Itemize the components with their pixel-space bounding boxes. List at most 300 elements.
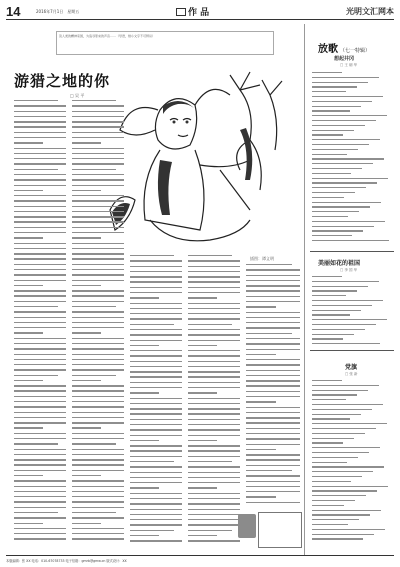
section-label: 作 品 xyxy=(188,8,210,18)
poem-line xyxy=(312,476,362,477)
text-line xyxy=(130,435,182,436)
text-line xyxy=(246,290,300,291)
article-headline: 游猎之地的你 xyxy=(14,72,111,90)
text-line xyxy=(246,454,300,455)
text-line xyxy=(130,535,159,536)
poem-line xyxy=(312,276,342,277)
text-line xyxy=(14,480,66,481)
illustration-caption: 插图：谭义明 xyxy=(250,256,274,261)
sidebar-column-name: 放歌 xyxy=(318,44,338,55)
text-line xyxy=(72,375,116,376)
text-line xyxy=(188,387,240,388)
text-line xyxy=(72,211,124,212)
text-line xyxy=(14,126,66,127)
poem-line xyxy=(312,390,368,391)
poem-line xyxy=(312,281,379,282)
text-line xyxy=(14,264,66,265)
text-line xyxy=(72,538,124,539)
text-line xyxy=(14,274,66,275)
text-line xyxy=(188,519,240,520)
text-line xyxy=(188,350,240,351)
poem-line xyxy=(312,329,365,330)
poem2-title: 美丽如花的祖国 xyxy=(318,260,361,267)
text-line xyxy=(188,340,240,341)
text-line xyxy=(188,487,217,488)
text-line xyxy=(14,528,66,529)
text-line xyxy=(130,408,182,409)
text-line xyxy=(130,308,182,309)
text-line xyxy=(14,464,66,465)
sidebar-column-subtitle: （七一特辑） xyxy=(340,48,371,54)
poem-line xyxy=(312,158,384,159)
poem-line xyxy=(312,385,379,386)
text-line xyxy=(130,297,159,298)
text-line xyxy=(14,100,58,101)
poem-line xyxy=(312,457,358,458)
text-line xyxy=(14,253,66,254)
text-line xyxy=(72,227,124,228)
poem-line xyxy=(312,110,350,111)
text-line xyxy=(188,255,232,256)
text-line xyxy=(130,260,182,261)
text-line xyxy=(188,509,240,510)
text-line xyxy=(188,355,240,356)
text-line xyxy=(246,465,300,466)
text-line xyxy=(72,348,124,349)
body-column-2 xyxy=(72,100,124,548)
poem2-author: □ 李 国 华 xyxy=(340,268,358,272)
poem-line xyxy=(312,433,365,434)
text-line xyxy=(246,491,300,492)
poem-line xyxy=(312,197,344,198)
text-line xyxy=(188,524,240,525)
text-line xyxy=(246,422,300,423)
text-line xyxy=(188,287,240,288)
intro-box: 读人类的精神家园，为追寻原来的声音……（导语，细小文字不可辨识） xyxy=(56,31,274,55)
text-line xyxy=(188,424,240,425)
text-line xyxy=(14,496,66,497)
text-line xyxy=(246,412,300,413)
text-line xyxy=(130,424,182,425)
poem-line xyxy=(312,343,380,344)
text-line xyxy=(14,227,66,228)
text-line xyxy=(130,519,182,520)
text-line xyxy=(246,417,300,418)
text-line xyxy=(14,343,66,344)
text-line xyxy=(72,401,124,402)
text-line xyxy=(14,338,66,339)
poem-line xyxy=(312,481,351,482)
text-line xyxy=(72,280,124,281)
text-line xyxy=(130,350,182,351)
text-line xyxy=(72,517,124,518)
text-line xyxy=(246,380,300,381)
poem-line xyxy=(312,538,363,539)
text-line xyxy=(72,269,124,270)
poem-line xyxy=(312,495,366,496)
text-line xyxy=(14,454,66,455)
text-line xyxy=(72,179,124,180)
text-line xyxy=(14,248,66,249)
text-line xyxy=(14,501,66,502)
text-line xyxy=(246,280,300,281)
text-line xyxy=(130,345,159,346)
poem-line xyxy=(312,399,346,400)
poem-line xyxy=(312,394,357,395)
text-line xyxy=(246,391,300,392)
text-line xyxy=(188,281,240,282)
poem-line xyxy=(312,182,377,183)
text-line xyxy=(14,285,43,286)
text-line xyxy=(72,406,124,407)
text-line xyxy=(246,312,300,313)
text-line xyxy=(72,501,124,502)
text-line xyxy=(72,528,124,529)
text-line xyxy=(72,137,124,138)
body-column-1 xyxy=(14,100,66,548)
text-line xyxy=(188,408,240,409)
poem-line xyxy=(312,192,355,193)
poem-line xyxy=(312,462,347,463)
text-line xyxy=(72,258,124,259)
poem-line xyxy=(312,466,384,467)
body-column-3 xyxy=(130,255,182,548)
poem-line xyxy=(312,324,376,325)
text-line xyxy=(188,419,240,420)
text-line xyxy=(130,255,174,256)
poem-line xyxy=(312,418,350,419)
text-line xyxy=(72,496,124,497)
poem-line xyxy=(312,286,368,287)
sidebar-divider xyxy=(304,24,305,556)
text-line xyxy=(188,535,217,536)
text-line xyxy=(72,190,101,191)
poem-line xyxy=(312,314,350,315)
text-line xyxy=(72,290,124,291)
text-line xyxy=(246,370,300,371)
poem-line xyxy=(312,72,342,73)
text-line xyxy=(14,369,66,370)
text-line xyxy=(14,512,58,513)
text-line xyxy=(14,396,66,397)
poem-line xyxy=(312,91,346,92)
poem-line xyxy=(312,442,343,443)
text-line xyxy=(14,280,66,281)
text-line xyxy=(14,153,66,154)
text-line xyxy=(72,459,124,460)
poem-line xyxy=(312,82,368,83)
poem-line xyxy=(312,334,354,335)
text-line xyxy=(72,369,124,370)
poem-line xyxy=(312,187,366,188)
text-line xyxy=(130,313,182,314)
poem-line xyxy=(312,163,373,164)
poem3-title: 党旗 xyxy=(345,364,358,371)
text-line xyxy=(188,398,240,399)
text-line xyxy=(130,466,182,467)
text-line xyxy=(14,443,58,444)
text-line xyxy=(14,132,66,133)
text-line xyxy=(130,482,182,483)
text-line xyxy=(246,327,300,328)
text-line xyxy=(72,216,124,217)
text-line xyxy=(14,459,66,460)
text-line xyxy=(130,340,182,341)
page-header xyxy=(6,4,394,20)
poem-line xyxy=(312,529,385,530)
poem-line xyxy=(312,319,387,320)
text-line xyxy=(188,482,240,483)
text-line xyxy=(246,338,300,339)
text-line xyxy=(246,428,300,429)
text-line xyxy=(72,317,124,318)
text-line xyxy=(14,322,66,323)
text-line xyxy=(188,329,240,330)
text-line xyxy=(72,163,124,164)
page-number: 14 xyxy=(6,4,21,19)
text-line xyxy=(188,376,240,377)
text-line xyxy=(72,206,124,207)
poem-line xyxy=(312,519,359,520)
ink-illustration xyxy=(100,70,290,255)
text-line xyxy=(72,153,124,154)
text-line xyxy=(14,148,66,149)
poem-line xyxy=(312,86,357,87)
text-line xyxy=(130,450,182,451)
text-line xyxy=(14,232,66,233)
text-line xyxy=(246,301,300,302)
text-line xyxy=(246,475,300,476)
text-line xyxy=(14,295,66,296)
body-column-4 xyxy=(188,255,240,548)
text-line xyxy=(14,258,66,259)
text-line xyxy=(14,449,66,450)
poem-line xyxy=(312,168,362,169)
text-line xyxy=(72,322,124,323)
text-line xyxy=(130,498,182,499)
text-line xyxy=(188,450,240,451)
text-line xyxy=(72,417,124,418)
text-line xyxy=(246,433,300,434)
poem-line xyxy=(312,221,385,222)
text-line xyxy=(246,343,300,344)
text-line xyxy=(72,295,124,296)
text-line xyxy=(188,461,232,462)
text-line xyxy=(188,472,240,473)
poem-line xyxy=(312,230,363,231)
poem1-author: □ 王 朝 华 xyxy=(340,63,358,67)
text-line xyxy=(188,503,240,504)
text-line xyxy=(246,385,300,386)
poem-line xyxy=(312,120,376,121)
text-line xyxy=(14,417,66,418)
text-line xyxy=(188,334,240,335)
text-line xyxy=(72,454,124,455)
text-line xyxy=(14,364,66,365)
text-line xyxy=(130,524,182,525)
text-line xyxy=(14,385,66,386)
poem-line xyxy=(312,106,361,107)
text-line xyxy=(14,169,58,170)
text-line xyxy=(188,493,240,494)
text-line xyxy=(130,287,182,288)
text-line xyxy=(72,443,116,444)
poem-line xyxy=(312,524,348,525)
text-line xyxy=(188,530,232,531)
text-line xyxy=(130,429,182,430)
text-line xyxy=(14,359,66,360)
text-line xyxy=(246,375,300,376)
poem-line xyxy=(312,202,381,203)
text-line xyxy=(72,100,116,101)
text-line xyxy=(130,487,159,488)
poem-line xyxy=(312,226,374,227)
text-line xyxy=(188,271,240,272)
poem-line xyxy=(312,300,383,301)
text-line xyxy=(246,444,300,445)
text-line xyxy=(72,475,101,476)
poem-line xyxy=(312,514,370,515)
text-line xyxy=(72,248,124,249)
text-line xyxy=(72,116,124,117)
text-line xyxy=(246,322,300,323)
text-line xyxy=(14,211,66,212)
poem-line xyxy=(312,428,376,429)
text-line xyxy=(130,493,182,494)
text-line xyxy=(246,269,300,270)
text-line xyxy=(72,523,101,524)
text-line xyxy=(72,200,124,201)
poem-line xyxy=(312,452,369,453)
poem-line xyxy=(312,134,343,135)
text-line xyxy=(188,292,240,293)
text-line xyxy=(130,382,182,383)
text-line xyxy=(130,266,182,267)
text-line xyxy=(72,486,124,487)
text-line xyxy=(188,498,240,499)
text-line xyxy=(14,422,66,423)
text-line xyxy=(14,311,66,312)
text-line xyxy=(72,301,124,302)
poem-line xyxy=(312,115,387,116)
text-line xyxy=(188,297,217,298)
text-line xyxy=(246,481,300,482)
book-icon xyxy=(176,8,186,16)
text-line xyxy=(14,105,66,106)
text-line xyxy=(246,459,300,460)
text-line xyxy=(14,269,66,270)
text-line xyxy=(246,333,292,334)
poem-line xyxy=(312,206,370,207)
text-line xyxy=(188,413,240,414)
text-line xyxy=(72,327,124,328)
poem-line xyxy=(312,173,351,174)
text-line xyxy=(14,301,66,302)
text-line xyxy=(246,407,300,408)
poem-line xyxy=(312,409,372,410)
poem-line xyxy=(312,101,372,102)
poem-line xyxy=(312,505,344,506)
text-line xyxy=(72,243,124,244)
text-line xyxy=(14,491,66,492)
text-line xyxy=(72,354,124,355)
text-line xyxy=(130,540,182,541)
text-line xyxy=(188,345,217,346)
text-line xyxy=(72,142,101,143)
text-line xyxy=(72,507,124,508)
text-line xyxy=(72,132,124,133)
text-line xyxy=(14,390,66,391)
text-line xyxy=(14,158,66,159)
poem-line xyxy=(312,438,354,439)
text-line xyxy=(72,105,124,106)
text-line xyxy=(72,221,124,222)
text-line xyxy=(130,461,174,462)
poem-line xyxy=(312,144,369,145)
text-line xyxy=(188,260,240,261)
issue-date: 2016年7月1日 星期五 xyxy=(36,9,80,14)
poem3-author: □ 张 新 xyxy=(345,372,358,376)
text-line xyxy=(14,427,43,428)
poem-line xyxy=(312,240,389,241)
text-line xyxy=(72,449,124,450)
text-line xyxy=(14,163,66,164)
text-line xyxy=(188,324,232,325)
text-line xyxy=(246,349,300,350)
text-line xyxy=(188,318,240,319)
text-line xyxy=(130,509,182,510)
text-line xyxy=(188,540,240,541)
text-line xyxy=(246,306,276,307)
text-line xyxy=(14,327,66,328)
author-photo xyxy=(238,514,256,538)
text-line xyxy=(72,195,124,196)
text-line xyxy=(14,116,66,117)
poem-line xyxy=(312,130,354,131)
text-line xyxy=(14,121,66,122)
poem-line xyxy=(312,235,352,236)
text-line xyxy=(14,517,66,518)
text-line xyxy=(130,456,182,457)
text-line xyxy=(188,266,240,267)
text-line xyxy=(14,406,66,407)
text-line xyxy=(72,126,124,127)
text-line xyxy=(188,361,240,362)
poem-line xyxy=(312,490,377,491)
text-line xyxy=(72,306,116,307)
text-line xyxy=(130,387,182,388)
text-line xyxy=(188,466,240,467)
text-line xyxy=(246,502,300,503)
poem-line xyxy=(312,305,372,306)
text-line xyxy=(72,512,116,513)
text-line xyxy=(72,433,124,434)
text-line xyxy=(14,412,66,413)
poem-line xyxy=(312,211,359,212)
text-line xyxy=(130,514,182,515)
text-line xyxy=(130,271,182,272)
text-line xyxy=(14,221,66,222)
text-line xyxy=(188,514,240,515)
text-line xyxy=(130,413,182,414)
text-line xyxy=(188,429,240,430)
text-line xyxy=(72,237,101,238)
text-line xyxy=(72,343,124,344)
text-line xyxy=(246,401,276,402)
text-line xyxy=(130,503,182,504)
text-line xyxy=(14,111,66,112)
text-line xyxy=(14,538,66,539)
